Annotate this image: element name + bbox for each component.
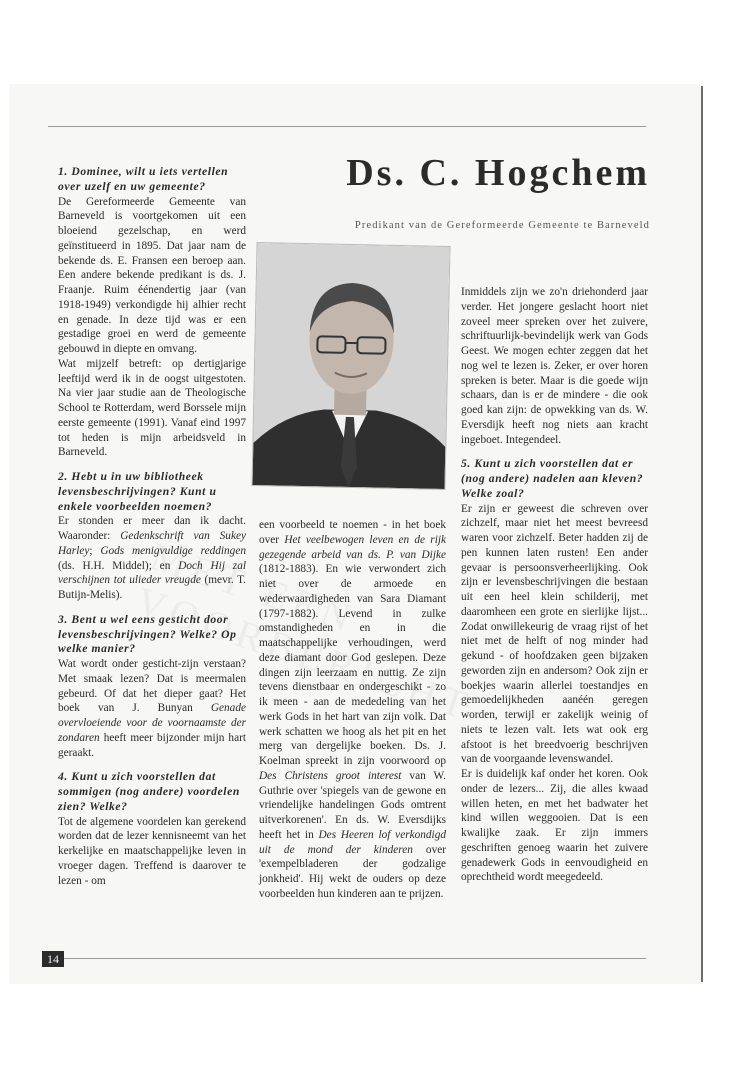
book-title: Genade overvloeiende voor de voornaamste der zondaren — [58, 702, 246, 744]
paragraph: Er is duidelijk kaf onder het koren. Ook onder de lezers... Zij, die alles kwaad willen heten, en met het badwater het kind willen weggooien. Dat is een kwalijke zaak. Er zijn immers geschriften genoeg waarin het zuivere genadewerk Gods in eenvoudigheid en oprechtheid wordt meegedeeld. — [461, 768, 648, 884]
question-5: 5. Kunt u zich voorstellen dat er (nog andere) nadelen aan kleven? Welke zoal? — [461, 457, 644, 500]
page-number: 14 — [42, 951, 64, 967]
book-title: Des Heeren lof verkondigd uit de mond der kinderen — [259, 828, 446, 856]
paragraph: Er zijn er geweest die schreven over zichzelf, maar niet het meest bevreesd waren voor zichzelf. Beter hadden zij de pen kunnen laten rusten! Een ander gevaar is persoonsverheerlijking. Ook zijn er levensbeschrijvingen die bestaan uit een heel klein schilderij, met daaromheen een grote en sierlijke lijst... Zodat onwillekeurig de vraag rijst of het niet met de helft of nog minder had gekund - of hoofdzaken geen bijzaken geworden zijn en andersom? Ook zijn er boekjes waarin allerlei toestandjes en gemoedelijkheden aanéén geregen worden, terwijl er zakelijk weinig of niets te lezen valt. Iets wat ook erg afstoot is het breedvoerig beschrijven van de voorgaande levenswandel. — [461, 502, 648, 766]
text-span: Er stonden er meer dan ik dacht. Waaronder: — [58, 515, 246, 542]
book-title: Doch Hij zal verschijnen tot ulieder vreugde — [58, 559, 246, 587]
page-spine-edge — [701, 86, 703, 982]
article-title: Ds. C. Hogchem — [346, 152, 650, 194]
question-1: 1. Dominee, wilt u iets vertellen over uzelf en uw gemeente? — [58, 165, 229, 193]
text-span: van W. Guthrie over 'spiegels van de gewone en vriendelijke handelingen Gods omtrent uitverkorenen'. En ds. W. Eversdijks heeft het in — [259, 769, 446, 841]
paragraph: De Gereformeerde Gemeente van Barneveld is voortgekomen uit een bloeiend gezelschap, en werd geïnstitueerd in 1895. Dat jaar nam de bekende ds. E. Fransen een beroep aan. Een andere bekende predikant is ds. J. Fraanje. Ruim éénendertig jaar (van 1918-1949) verkondigde hij alhier recht en genade. In deze tijd was er een gestadige groei en werd de gemeente gebouwd in diepte en omvang. — [58, 195, 246, 355]
bottom-rule — [64, 958, 646, 959]
portrait-photo — [252, 243, 449, 489]
text-span: ; — [89, 544, 101, 557]
text-span: (1812-1883). En wie verwondert zich niet over de armoede en wederwaardigheden van Sara Diamant (1797-1882). Levend in zulke omstandigheden en in die maatschappelijke verhoudingen, werd deze diamant door God geslepen. Deze dingen zijn leerzaam en nuttig. Ze zijn tevens dienstbaar en ondergeschikt - zo ik meen - aan de mededeling van het werk Gods in het hart van zijn volk. Dat werk schatten we hoog als het pit en het merg van dergelijke boeken. Ds. J. Koelman spreekt in zijn voorwoord op — [259, 563, 446, 767]
text-span: over 'exempelbladeren der godzalige jonkheid'. Hij wekt de ouders op deze voorbeelden hun kinderen aan te prijzen. — [259, 843, 446, 900]
top-rule — [48, 126, 646, 127]
paragraph: Tot de algemene voordelen kan gerekend worden dat de lezer kennisneemt van het kerkelijke en maatschappelijke leven in vroeger dagen. Treffend is daarover te lezen - om — [58, 815, 246, 887]
paragraph — [58, 657, 246, 760]
column-middle — [259, 518, 446, 902]
column-left — [58, 165, 246, 888]
paragraph: Inmiddels zijn we zo'n driehonderd jaar verder. Het jongere geslacht hoort niet zoveel meer spreken over het zuivere, schriftuurlijk-bevindelijk werk van Gods Geest. We mogen echter zeggen dat het nog wel te lezen is. Zeker, er over horen spreken is beter. Maar is die goede wijn schaars, dan is er de mindere - die ook goed kan zijn: de opwekking van ds. W. Eversdijk heeft nog niets aan kracht ingeboet. Integendeel. — [461, 286, 648, 446]
book-title: Des Christens groot interest — [259, 769, 402, 782]
paragraph — [259, 518, 446, 902]
text-span: (mevr. T. Butijn-Melis). — [58, 574, 246, 601]
book-title: Gods menigvuldige reddingen — [100, 544, 246, 557]
text-span: een voorbeeld te noemen - in het boek over — [259, 519, 446, 546]
text-span: Wat wordt onder gesticht-zijn verstaan? Met smaak lezen? Dat is meermalen gebeurd. Of dat het dieper gaat? Het boek van J. Bunyan — [58, 658, 246, 715]
column-right — [461, 285, 648, 885]
question-2: 2. Hebt u in uw bibliotheek levensbeschrijvingen? Kunt u enkele voorbeelden noemen? — [58, 470, 217, 513]
book-title: Het veelbewogen leven en de rijk gezegende arbeid van ds. P. van Dijke — [259, 533, 446, 561]
article-subtitle: Predikant van de Gereformeerde Gemeente te Barneveld — [354, 220, 650, 231]
question-3: 3. Bent u wel eens gesticht door levensbeschrijvingen? Welke? Op welke manier? — [58, 612, 237, 656]
book-title: Gedenkschrift van Sukey Harley — [58, 530, 246, 557]
paragraph: Wat mijzelf betreft: op dertigjarige leeftijd werd ik in de oogst uitgestoten. Na vier jaar studie aan de Theologische School te Rotterdam, werd Borssele mijn eerste gemeente (1991). Vanaf eind 1997 tot heden is mijn arbeidsveld in Barneveld. — [58, 357, 246, 459]
portrait-illustration — [252, 243, 449, 489]
text-span: (ds. H.H. Middel); en — [58, 559, 179, 572]
question-4: 4. Kunt u zich voorstellen dat sommigen (nog andere) voordelen zien? Welke? — [58, 770, 240, 813]
text-span: heeft meer bijzonder mijn hart geraakt. — [58, 731, 246, 759]
paragraph — [58, 514, 246, 603]
